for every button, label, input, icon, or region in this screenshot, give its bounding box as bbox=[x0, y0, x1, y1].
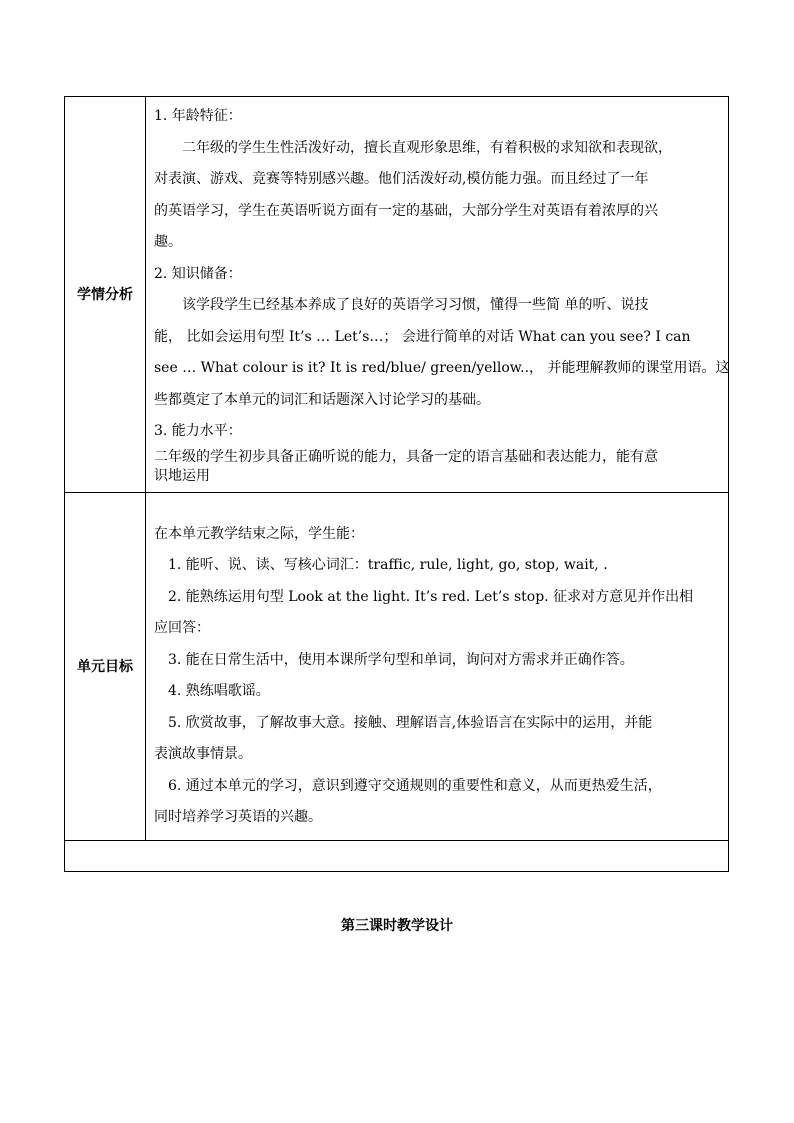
ability-heading: 3. 能力水平： bbox=[154, 423, 242, 439]
analysis-row bbox=[65, 97, 729, 493]
goal-item-continued: 应回答： bbox=[154, 620, 210, 636]
age-text-line: 的英语学习，学生在英语听说方面有一定的基础，大部分学生对英语有着浓厚的兴 bbox=[154, 202, 658, 219]
goal-item: 4. 熟练唱歌谣。 bbox=[168, 683, 270, 699]
knowledge-text-line: see … What colour is it? It is red/blue/ green/yellow..， 并能理解教师的课堂用语。这 bbox=[154, 360, 730, 376]
lesson-plan-table bbox=[64, 96, 729, 872]
empty-cell bbox=[65, 840, 729, 871]
spacer bbox=[154, 497, 720, 519]
knowledge-text-line: 能， 比如会运用句型 It’s … Let’s…； 会进行简单的对话 What can you see? I can bbox=[154, 328, 691, 345]
ability-text-line: 识地运用 bbox=[154, 467, 210, 484]
knowledge-text-line: 些都奠定了本单元的词汇和话题深入讨论学习的基础。 bbox=[154, 391, 490, 408]
goal-item-continued: 表演故事情景。 bbox=[154, 746, 252, 762]
age-text-line: 二年级的学生生性活泼好动，擅长直观形象思维，有着积极的求知欲和表现欲， bbox=[182, 139, 672, 156]
age-text-line: 趣。 bbox=[154, 234, 182, 250]
section-title: 第三课时教学设计 bbox=[341, 918, 453, 934]
knowledge-heading: 2. 知识储备： bbox=[154, 265, 242, 282]
ability-text-line: 二年级的学生初步具备正确听说的能力，具备一定的语言基础和表达能力，能有意 bbox=[154, 448, 658, 465]
goals-intro: 在本单元教学结束之际，学生能： bbox=[154, 525, 364, 542]
analysis-label: 学情分析 bbox=[65, 97, 146, 493]
goal-item: 3. 能在日常生活中，使用本课所学句型和单词，询问对方需求并正确作答。 bbox=[168, 651, 634, 668]
age-text-line: 对表演、游戏、竞赛等特别感兴趣。他们活泼好动,模仿能力强。而且经过了一年 bbox=[154, 171, 649, 187]
knowledge-text-line: 该学段学生已经基本养成了良好的英语学习习惯，懂得一些简 单的听、说技 bbox=[182, 297, 649, 313]
goal-item: 2. 能熟练运用句型 Look at the light. It’s red. Let’s stop. 征求对方意见并作出相 bbox=[168, 588, 694, 605]
analysis-content bbox=[146, 97, 729, 493]
age-heading: 1. 年龄特征： bbox=[154, 108, 242, 124]
goals-content bbox=[146, 492, 729, 840]
goals-label: 单元目标 bbox=[65, 492, 146, 840]
empty-row bbox=[65, 840, 729, 871]
goal-item: 1. 能听、说、读、写核心词汇：traffic, rule, light, go, stop, wait, . bbox=[168, 557, 608, 573]
goal-item: 5. 欣赏故事，了解故事大意。接触、理解语言,体验语言在实际中的运用，并能 bbox=[168, 714, 653, 731]
goal-item-continued: 同时培养学习英语的兴趣。 bbox=[154, 809, 322, 825]
goals-row bbox=[65, 492, 729, 840]
goal-item: 6. 通过本单元的学习，意识到遵守交通规则的重要性和意义，从而更热爱生活， bbox=[168, 777, 662, 794]
